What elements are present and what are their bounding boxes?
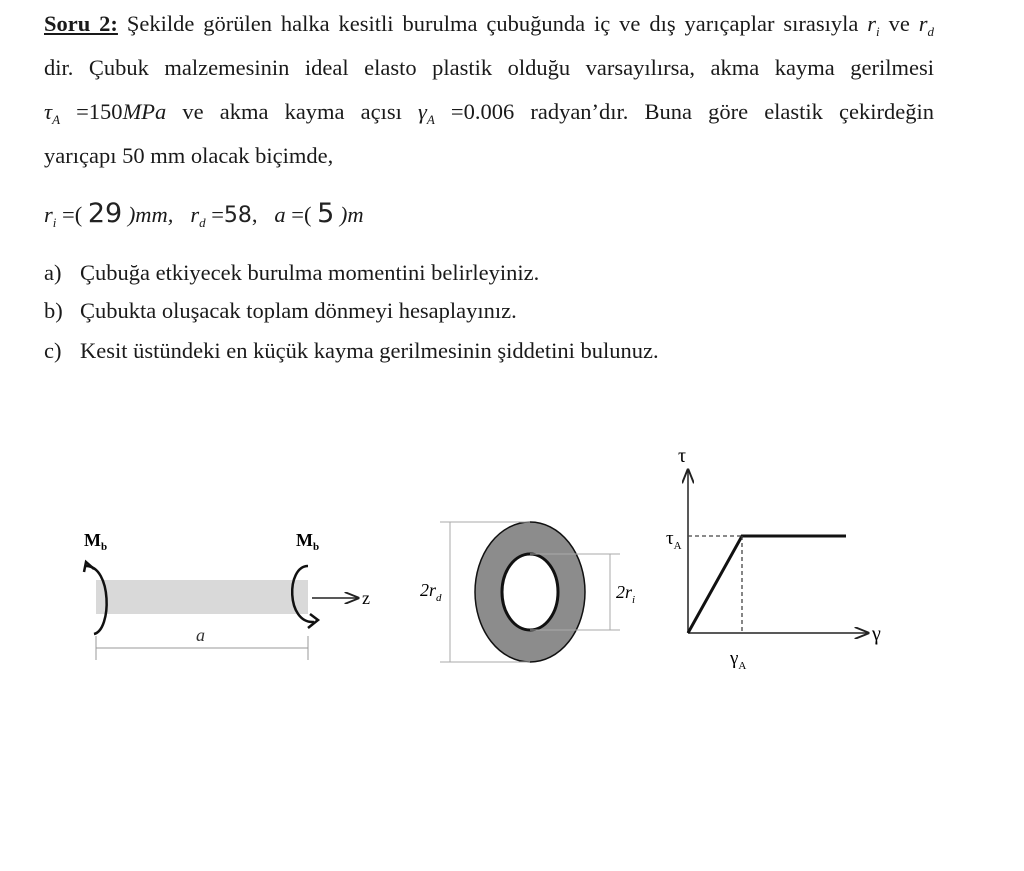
item-c: c) Kesit üstündeki en küçük kayma gerilmesinin şiddetini bulunuz. bbox=[44, 338, 659, 363]
stress-strain-graph bbox=[666, 445, 881, 672]
question-label: Soru 2: bbox=[44, 11, 118, 36]
tau-a-label: $\tau_A$ bbox=[666, 528, 682, 552]
parameters-line: $r_i$ =( 29 )mm, $r_d =58$, a =( 5 )m bbox=[44, 198, 364, 230]
a-handwritten-value: 5 bbox=[317, 198, 335, 229]
moment-right-label: $M_b$ bbox=[296, 530, 320, 553]
question-line-4: yarıçapı 50 mm olacak biçimde, bbox=[44, 143, 334, 168]
inner-circle bbox=[502, 554, 558, 630]
rd-handwritten-value: 58 bbox=[223, 203, 252, 228]
gamma-axis-label: γ bbox=[872, 623, 881, 645]
z-axis-label: z bbox=[362, 588, 370, 608]
elastic-plastic-curve bbox=[688, 536, 846, 633]
gamma-a-label: $\gamma_A$ bbox=[730, 648, 747, 672]
shaft-body bbox=[96, 580, 308, 614]
question-line-2: dir. Çubuk malzemesinin ideal elasto plastik olduğu varsayılırsa, akma kayma gerilmesi bbox=[44, 55, 934, 80]
question-line-3: $\tau_A =150MPa$ ve akma kayma açısı $\gamma_A =0.006$ radyan’dır. Buna göre elastik çekirdeğin bbox=[44, 99, 934, 127]
cross-section-diagram bbox=[420, 522, 635, 662]
item-b: b) Çubukta oluşacak toplam dönmeyi hesaplayınız. bbox=[44, 298, 517, 323]
item-a: a) Çubuğa etkiyecek burulma momentini belirleyiniz. bbox=[44, 260, 540, 285]
inner-diameter-label: $2r_i$ bbox=[616, 582, 636, 606]
outer-diameter-label: $2r_d$ bbox=[420, 580, 442, 604]
shaft-diagram bbox=[84, 530, 370, 660]
ri-handwritten-value: 29 bbox=[87, 198, 123, 229]
length-label: a bbox=[196, 625, 205, 645]
question-line-1: Soru 2: Şekilde görülen halka kesitli burulma çubuğunda iç ve dış yarıçaplar sırasıyla $r_i$ ve $r_d$ bbox=[44, 11, 934, 39]
moment-left-label: $M_b$ bbox=[84, 530, 108, 553]
tau-axis-label: τ bbox=[678, 445, 687, 467]
